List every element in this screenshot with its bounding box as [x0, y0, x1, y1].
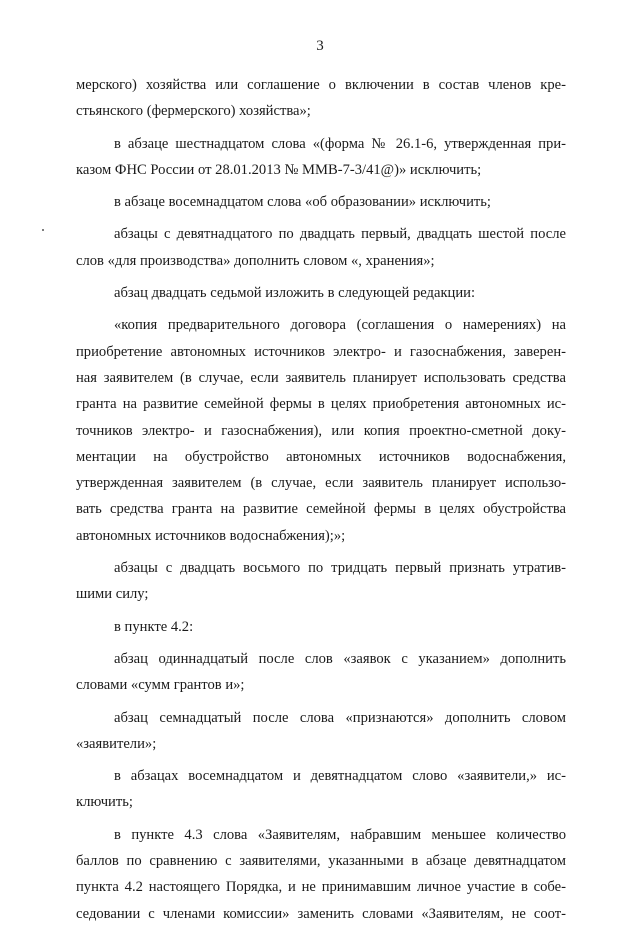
text-line: абзац двадцать седьмой изложить в следующей редакции:	[114, 285, 476, 302]
text-line: в пункте 4.2:	[114, 618, 194, 635]
text-line: седовании с членами комиссии» заменить словами «Заявителям, не соот-	[76, 905, 566, 922]
text-line: шими силу;	[76, 586, 149, 603]
text-line: казом ФНС России от 28.01.2013 № ММВ-7-3/41@)» исключить;	[76, 161, 482, 178]
text-line: мерского) хозяйства или соглашение о включении в состав членов кре-	[76, 77, 566, 93]
text-line: в пункте 4.3 слова «Заявителям, набравшим меньшее количество	[114, 826, 566, 843]
text-line: стьянского (фермерского) хозяйства»;	[76, 103, 311, 120]
text-line: «копия предварительного договора (соглашения о намерениях) на	[114, 317, 566, 334]
text-line: ключить;	[76, 794, 133, 811]
text-line: пункта 4.2 настоящего Порядка, и не принимавшим личное участие в собе-	[76, 879, 566, 896]
text-line: абзацы с двадцать восьмого по тридцать первый признать утратив-	[114, 560, 566, 577]
scan-artifact	[42, 229, 44, 231]
text-line: слов «для производства» дополнить словом «, хранения»;	[76, 252, 435, 269]
text-line: вать средства гранта на развитие семейной фермы в целях обустройства	[76, 501, 566, 518]
text-line: гранта на развитие семейной фермы в целях приобретения автономных ис-	[76, 396, 566, 413]
text-line: словами «сумм грантов и»;	[76, 677, 245, 694]
text-line: автономных источников водоснабжения);»;	[76, 527, 346, 544]
text-line: в абзаце восемнадцатом слова «об образовании» исключить;	[114, 194, 491, 211]
text-line: баллов по сравнению с заявителями, указанными в абзаце девятнадцатом	[76, 853, 566, 870]
text-line: ментации на обустройство автономных источников водоснабжения,	[76, 448, 566, 465]
text-line: в абзацах восемнадцатом и девятнадцатом слово «заявители,» ис-	[114, 768, 566, 785]
text-line: «заявители»;	[76, 735, 157, 752]
text-line: точников электро- и газоснабжения), или копия проектно-сметной доку-	[76, 422, 566, 439]
text-line: утвержденная заявителем (в случае, если заявитель планирует использо-	[76, 475, 566, 492]
text-line: абзацы с девятнадцатого по двадцать первый, двадцать шестой после	[114, 226, 566, 243]
text-line: в абзаце шестнадцатом слова «(форма № 26.1-6, утвержденная при-	[114, 135, 566, 152]
document-body	[76, 72, 566, 927]
text-line: приобретение автономных источников электро- и газоснабжения, заверен-	[76, 343, 566, 360]
page-number: 3	[316, 38, 324, 54]
text-line: ная заявителем (в случае, если заявитель планирует использовать средства	[76, 369, 566, 386]
text-line: абзац одиннадцатый после слов «заявок с указанием» дополнить	[114, 650, 566, 667]
text-line: абзац семнадцатый после слова «признаются» дополнить словом	[114, 709, 566, 726]
